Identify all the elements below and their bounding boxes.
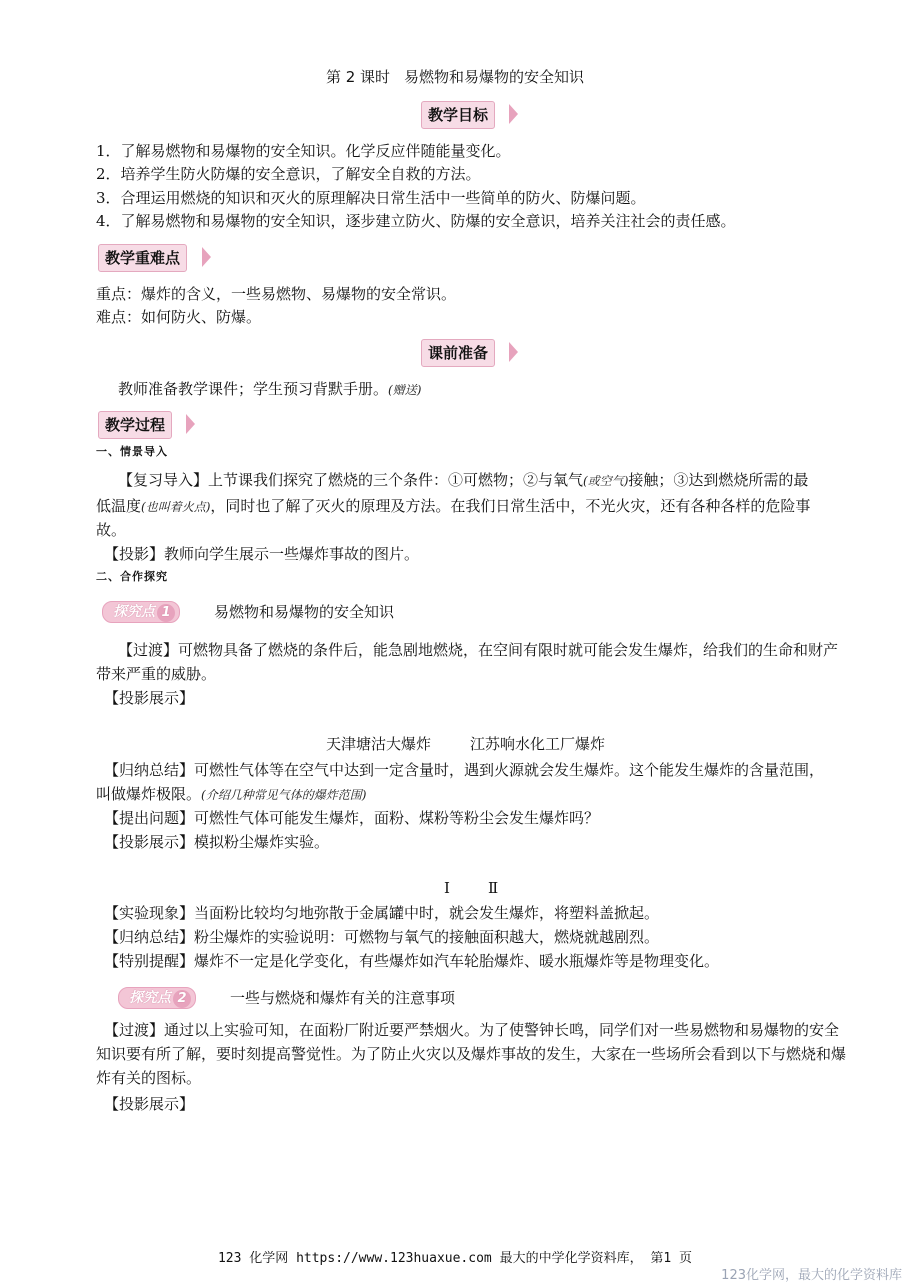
key-difficulty: 难点：如何防火、防爆。 (96, 308, 262, 326)
part2-heading: 二、合作探究 (96, 570, 168, 583)
summary-1-line1: 【归纳总结】可燃性气体等在空气中达到一定含量时，遇到火源就会发生爆炸。这个能发生爆炸的含量范围， (104, 761, 825, 779)
handwritten-note: (赠送) (388, 383, 422, 397)
lesson-number: 第 2 课时 (325, 68, 391, 86)
page-title (0, 66, 910, 87)
special-reminder: 【特别提醒】爆炸不一定是化学变化，有些爆炸如汽车轮胎爆炸、暖水瓶爆炸等是物理变化。 (104, 952, 720, 970)
figure-label-1: Ⅰ (444, 879, 450, 897)
section-badge-label: 教学目标 (421, 101, 495, 129)
explore-title: 一些与燃烧和爆炸有关的注意事项 (230, 989, 456, 1007)
badge-arrow-icon (509, 342, 518, 362)
prep-text: 教师准备教学课件；学生预习背默手册。(赠送) (118, 380, 422, 398)
figure-label-2: Ⅱ (488, 879, 499, 897)
goal-item: 2．培养学生防火防爆的安全意识，了解安全自救的方法。 (96, 165, 481, 183)
section-badge-label: 教学重难点 (98, 244, 187, 272)
handwritten-note: (介绍几种常见气体的爆炸范围) (201, 788, 367, 802)
review-paragraph-line3: 故。 (96, 521, 127, 539)
explore-badge: 探究点 2 (118, 987, 196, 1009)
section-badge-label: 教学过程 (98, 411, 172, 439)
goal-item: 3．合理运用燃烧的知识和灭火的原理解决日常生活中一些简单的防火、防爆问题。 (96, 189, 646, 207)
transition-2: 【过渡】通过以上实验可知，在面粉厂附近要严禁烟火。为了使警钟长鸣，同学们对一些易燃物和易爆物的安全知识要有所了解，要时刻提高警觉性。为了防止火灾以及爆炸事故的发生，大家在一些场所会看到以下与燃烧和爆炸有关的图标。 (96, 1021, 847, 1087)
projection-show-1: 【投影展示】 (104, 689, 195, 707)
explore-point-1 (102, 601, 422, 623)
summary-1-line2: 叫做爆炸极限。(介绍几种常见气体的爆炸范围) (96, 785, 367, 803)
lesson-topic: 易燃物和易爆物的安全知识 (404, 68, 585, 86)
part1-heading: 一、情景导入 (96, 445, 168, 458)
page-footer: 123 化学网 https://www.123huaxue.com 最大的中学化学资料库， 第1 页 (217, 1251, 693, 1266)
badge-arrow-icon (509, 104, 518, 124)
badge-arrow-icon (202, 247, 211, 267)
summary-2: 【归纳总结】粉尘爆炸的实验说明：可燃物与氧气的接触面积越大，燃烧就越剧烈。 (104, 928, 660, 946)
projection-show-2: 【投影展示】模拟粉尘爆炸实验。 (104, 833, 330, 851)
goal-item: 1．了解易燃物和易爆物的安全知识。化学反应伴随能量变化。 (96, 142, 511, 160)
goal-item: 4．了解易燃物和易爆物的安全知识，逐步建立防火、防爆的安全意识，培养关注社会的责任感。 (96, 212, 736, 230)
projection-show-3: 【投影展示】 (104, 1095, 195, 1113)
question: 【提出问题】可燃性气体可能发生爆炸，面粉、煤粉等粉尘会发生爆炸吗？ (104, 809, 600, 827)
explore-badge: 探究点 1 (102, 601, 180, 623)
explore-title: 易燃物和易爆物的安全知识 (214, 603, 395, 621)
projection-1: 【投影】教师向学生展示一些爆炸事故的图片。 (104, 545, 420, 563)
explore-point-2 (118, 987, 478, 1009)
review-paragraph-line2: 低温度(也叫着火点)，同时也了解了灭火的原理及方法。在我们日常生活中，不光火灾，还有各种各样的危险事 (96, 497, 811, 515)
badge-arrow-icon (186, 414, 195, 434)
experiment-phenomenon: 【实验现象】当面粉比较均匀地弥散于金属罐中时，就会发生爆炸，将塑料盖掀起。 (104, 904, 660, 922)
review-paragraph-line1: 【复习导入】上节课我们探究了燃烧的三个条件：①可燃物；②与氧气(或空气)接触；③达到燃烧所需的最 (118, 471, 809, 489)
watermark: 123化学网，最大的化学资料库 (721, 1268, 902, 1283)
transition-1: 【过渡】可燃物具备了燃烧的条件后，能急剧地燃烧，在空间有限时就可能会发生爆炸，给我们的生命和财产带来严重的威胁。 (96, 641, 839, 683)
image-caption-2: 江苏响水化工厂爆炸 (470, 735, 606, 753)
image-caption-1: 天津塘沽大爆炸 (326, 735, 432, 753)
key-focus: 重点：爆炸的含义，一些易燃物、易爆物的安全常识。 (96, 285, 457, 303)
section-badge-label: 课前准备 (421, 339, 495, 367)
